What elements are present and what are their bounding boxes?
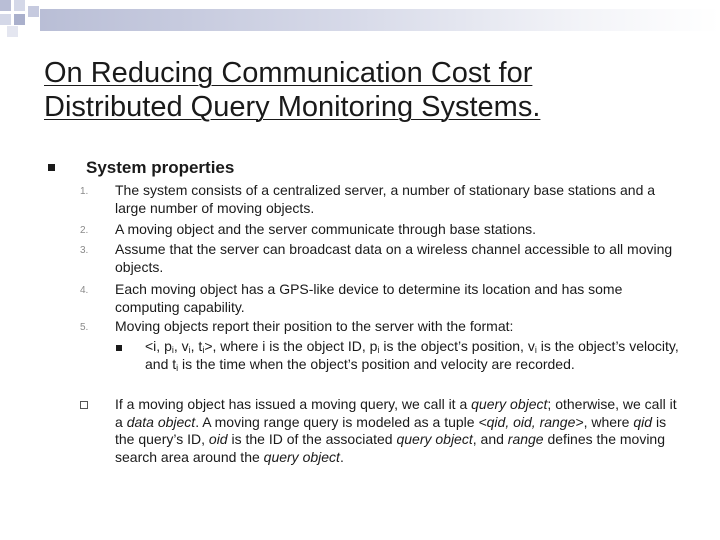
decor-square	[0, 0, 11, 11]
decor-square	[28, 6, 39, 17]
slide-title	[44, 56, 684, 124]
list-item-4: Each moving object has a GPS-like device to determine its location and has some computing capability.	[115, 281, 623, 315]
item-number: 1.	[80, 186, 89, 197]
decor-square	[14, 0, 25, 11]
header-gradient-bar	[40, 9, 720, 31]
hollow-box-bullet-icon	[80, 401, 88, 409]
decor-square	[0, 14, 11, 25]
square-bullet-icon	[116, 345, 122, 351]
list-item-5: Moving objects report their position to the server with the format:	[115, 318, 514, 334]
decor-square	[14, 14, 25, 25]
header-band	[0, 0, 720, 40]
sub-list-item: <i, $p_i$, $v_i$, $t_i>$, where i is the object ID, $p_i$ is the object’s position, $v_i$ is the object’s velocity, and $t_i$ is the time when the object’s position and velocity are recorded.	[145, 338, 679, 373]
item-number: 4.	[80, 285, 89, 296]
section-heading: System properties	[86, 158, 235, 177]
list-item-1: The system consists of a centralized server, a number of stationary base stations and a large number of moving objects.	[115, 182, 656, 216]
decor-square	[7, 26, 18, 37]
item-number: 5.	[80, 322, 89, 333]
title-line-1: On Reducing Communication Cost for	[44, 57, 533, 89]
list-item-6: If a moving object has issued a moving query, we call it a query object; otherwise, we call it a data object. A moving range query is modeled as a tuple <qid, oid, range>, where qid is the query’s ID, oid is the ID of the associated query object, and range defines the moving search area around the query object.	[115, 396, 677, 465]
square-bullet-icon	[48, 164, 55, 171]
item-number: 3.	[80, 245, 89, 256]
list-item-2: A moving object and the server communicate through base stations.	[115, 221, 537, 237]
item-number: 2.	[80, 225, 89, 236]
title-line-2: Distributed Query Monitoring Systems.	[44, 91, 541, 123]
list-item-3: Assume that the server can broadcast data on a wireless channel accessible to all moving objects.	[115, 241, 673, 275]
